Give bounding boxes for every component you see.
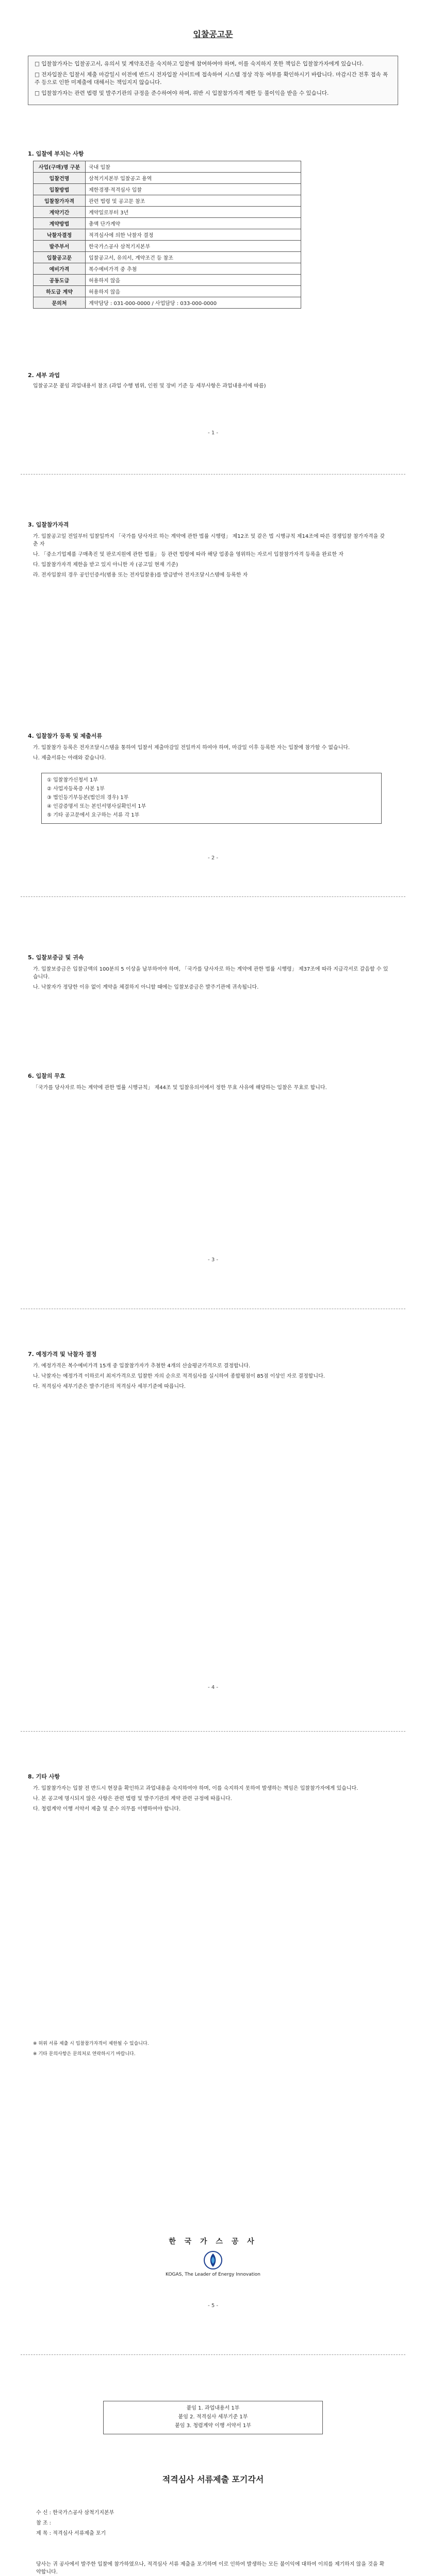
- paragraph: 다. 적격심사 세부기준은 발주기관의 적격심사 세부기준에 따릅니다.: [33, 1384, 186, 1389]
- table-row: [34, 229, 301, 241]
- row-label: 입찰참가자격: [34, 195, 86, 207]
- letter-body: 당사는 귀 공사에서 발주한 입찰에 참가하였으나, 적격심사 서류 제출을 포기하며 이로 인하여 발생하는 모든 불이익에 대하여 이의를 제기하지 않을 것을 확약합니다.: [36, 2562, 385, 2575]
- row-label: 사업(구매)명 구분: [34, 161, 86, 173]
- remarks: [33, 2040, 389, 2061]
- paragraph: 가. 입찰공고일 전일부터 입찰일까지 「국가를 당사자로 하는 계약에 관한 법률 시행령」 제12조 및 같은 법 시행규칙 제14조에 따른 경쟁입찰 참가자격을 갖춘 자: [33, 534, 385, 547]
- section-text: 입찰공고문 붙임 과업내용서 참조 (과업 수행 범위, 인원 및 장비 기준 등 세부사항은 과업내용서에 따름): [33, 383, 266, 389]
- row-label: 계약방법: [34, 218, 86, 229]
- org-signature: [0, 2236, 426, 2277]
- list-item: ① 입찰참가신청서 1부: [47, 777, 98, 783]
- page-number: - 4 -: [208, 1685, 218, 1690]
- info-table: [33, 161, 301, 309]
- page-number: - 3 -: [208, 1257, 218, 1263]
- paragraph: 가. 입찰참가자는 입찰 전 반드시 현장을 확인하고 과업내용을 숙지하여야 하며, 이를 숙지하지 못하여 발생하는 책임은 입찰참가자에게 있습니다.: [33, 1786, 358, 1791]
- list-item: ⑤ 기타 공고문에서 요구하는 서류 각 1부: [47, 812, 140, 818]
- attachment-item: 붙임 2. 적격심사 세부기준 1부: [178, 2414, 248, 2420]
- paragraph: 나. 본 공고에 명시되지 않은 사항은 관련 법령 및 발주기관의 계약 관련 규정에 따릅니다.: [33, 1796, 232, 1802]
- notice-box: [28, 56, 398, 105]
- row-value: 관련 법령 및 공고문 참조: [86, 195, 301, 207]
- attachment-item: 붙임 1. 과업내용서 1부: [186, 2405, 240, 2411]
- row-value: 허용하지 않음: [86, 286, 301, 297]
- paragraph: 나. 「중소기업제품 구매촉진 및 판로지원에 관한 법률」 등 관련 법령에 따라 해당 업종을 영위하는 자로서 입찰참가자격 등록을 완료한 자: [33, 552, 344, 557]
- row-value: 입찰공고서, 유의서, 계약조건 등 참조: [86, 252, 301, 263]
- attachment-item: 붙임 3. 청렴계약 이행 서약서 1부: [175, 2423, 251, 2429]
- row-label: 낙찰자결정: [34, 229, 86, 241]
- row-value: 총액 단가계약: [86, 218, 301, 229]
- table-row: [34, 263, 301, 275]
- row-label: 문의처: [34, 297, 86, 309]
- page-divider: [21, 2354, 405, 2355]
- row-label: 발주부서: [34, 241, 86, 252]
- row-label: 입찰공고문: [34, 252, 86, 263]
- kogas-logo-icon: [203, 2250, 223, 2270]
- org-name: 한 국 가 스 공 사: [169, 2238, 257, 2246]
- paragraph: 다. 입찰참가자격 제한을 받고 있지 아니한 자 (공고일 현재 기준): [33, 562, 178, 568]
- row-value: 허용하지 않음: [86, 275, 301, 286]
- org-slogan: KOGAS, The Leader of Energy Innovation: [166, 2272, 260, 2277]
- table-row: [34, 173, 301, 184]
- page-number: - 5 -: [208, 2303, 218, 2309]
- row-value: 한국가스공사 삼척기지본부: [86, 241, 301, 252]
- paragraph: 가. 입찰보증금은 입찰금액의 100분의 5 이상을 납부하여야 하며, 「국가를 당사자로 하는 계약에 관한 법률 시행령」 제37조에 따라 지급각서로 갈음할 수 있습니다.: [33, 967, 388, 980]
- row-value: 국내 입찰: [86, 161, 301, 173]
- row-value: 계약담당 : 031-000-0000 / 사업담당 : 033-000-0000: [86, 297, 301, 309]
- paragraph: 라. 전자입찰의 경우 공인인증서(범용 또는 전자입찰용)를 발급받아 전자조달시스템에 등록한 자: [33, 572, 248, 578]
- notice-item: □ 입찰참가자는 관련 법령 및 발주기관의 규정을 준수하여야 하며, 위반 시 입찰참가자격 제한 등 불이익을 받을 수 있습니다.: [35, 90, 329, 96]
- page-title: 입찰공고문: [193, 29, 233, 39]
- section-heading: 7. 예정가격 및 낙찰자 결정: [28, 1351, 97, 1358]
- row-label: 공동도급: [34, 275, 86, 286]
- table-row: [34, 207, 301, 218]
- notice-item: □ 입찰참가자는 입찰공고서, 유의서 및 계약조건을 숙지하고 입찰에 참여하여야 하며, 이를 숙지하지 못한 책임은 입찰참가자에게 있습니다.: [35, 61, 364, 67]
- paragraph: 가. 입찰참가 등록은 전자조달시스템을 통하여 입찰서 제출마감일 전일까지 하여야 하며, 마감일 이후 등록한 자는 입찰에 참가할 수 없습니다.: [33, 745, 350, 751]
- attachment-box: [103, 2401, 323, 2434]
- letter-subject: 제 목 : 적격심사 서류제출 포기: [36, 2531, 106, 2536]
- table-row: [34, 286, 301, 297]
- section-heading: 8. 기타 사항: [28, 1773, 60, 1780]
- row-label: 계약기간: [34, 207, 86, 218]
- section-text: 「국가를 당사자로 하는 계약에 관한 법률 시행규칙」 제44조 및 입찰유의서에서 정한 무효 사유에 해당하는 입찰은 무효로 합니다.: [33, 1085, 327, 1091]
- section-heading: 6. 입찰의 무효: [28, 1073, 65, 1079]
- row-value: 계약일로부터 3년: [86, 207, 301, 218]
- paragraph: 나. 제출서류는 아래와 같습니다.: [33, 755, 106, 761]
- page-number: - 1 -: [208, 430, 218, 436]
- paragraph: 다. 청렴계약 이행 서약서 제출 및 준수 의무를 이행하여야 합니다.: [33, 1806, 181, 1812]
- row-value: 제한경쟁·적격심사 입찰: [86, 184, 301, 195]
- letter-ref: 참 조 :: [36, 2520, 52, 2526]
- required-documents-box: [41, 773, 382, 824]
- table-row: [34, 195, 301, 207]
- row-value: 복수예비가격 중 추첨: [86, 263, 301, 275]
- section-heading: 5. 입찰보증금 및 귀속: [28, 954, 84, 961]
- section-body: [33, 744, 389, 765]
- table-row: [34, 161, 301, 173]
- page-divider: [21, 896, 405, 897]
- page-divider: [21, 1731, 405, 1732]
- notice-item: □ 전자입찰은 입찰서 제출 마감일시 이전에 반드시 전자입찰 사이트에 접속하여 시스템 정상 작동 여부를 확인하시기 바랍니다. 마감시간 전후 접속 폭주 등으로 인한 미제출에 대해서는 책임지지 않습니다.: [35, 72, 388, 86]
- section-heading: 1. 입찰에 부치는 사항: [28, 150, 84, 157]
- section-body: [33, 1785, 389, 1816]
- paragraph: 나. 낙찰자가 정당한 이유 없이 계약을 체결하지 아니할 때에는 입찰보증금은 발주기관에 귀속됩니다.: [33, 985, 259, 990]
- section-heading: 2. 세부 과업: [28, 372, 60, 379]
- list-item: ③ 법인등기부등본(법인의 경우) 1부: [47, 795, 129, 801]
- paragraph: 나. 낙찰자는 예정가격 이하로서 최저가격으로 입찰한 자의 순으로 적격심사를 실시하여 종합평점이 85점 이상인 자로 결정합니다.: [33, 1374, 325, 1379]
- page-number: - 2 -: [208, 855, 218, 861]
- table-row: [34, 218, 301, 229]
- list-item: ④ 인감증명서 또는 본인서명사실확인서 1부: [47, 804, 146, 809]
- letter-to: 수 신 : 한국가스공사 삼척기지본부: [36, 2510, 114, 2516]
- row-label: 입찰건명: [34, 173, 86, 184]
- remark-item: ※ 허위 서류 제출 시 입찰참가자격이 제한될 수 있습니다.: [33, 2041, 149, 2046]
- table-row: [34, 184, 301, 195]
- section-body: [33, 965, 389, 994]
- remark-item: ※ 기타 문의사항은 문의처로 연락하시기 바랍니다.: [33, 2052, 136, 2057]
- row-value: 적격심사에 의한 낙찰자 결정: [86, 229, 301, 241]
- section-body: [33, 533, 389, 582]
- table-row: [34, 297, 301, 309]
- row-label: 예비가격: [34, 263, 86, 275]
- table-row: [34, 252, 301, 263]
- row-label: 하도급 계약: [34, 286, 86, 297]
- section-body: [33, 1362, 389, 1393]
- table-row: [34, 275, 301, 286]
- list-item: ② 사업자등록증 사본 1부: [47, 786, 105, 792]
- letter-header: [36, 2509, 387, 2540]
- letter-title: 적격심사 서류제출 포기각서: [162, 2475, 264, 2484]
- row-value: 삼척기지본부 입찰공고 용역: [86, 173, 301, 184]
- table-row: [34, 241, 301, 252]
- section-heading: 3. 입찰참가자격: [28, 521, 69, 528]
- row-label: 입찰방법: [34, 184, 86, 195]
- paragraph: 가. 예정가격은 복수예비가격 15개 중 입찰참가자가 추첨한 4개의 산술평균가격으로 결정합니다.: [33, 1363, 251, 1369]
- section-heading: 4. 입찰참가 등록 및 제출서류: [28, 733, 103, 739]
